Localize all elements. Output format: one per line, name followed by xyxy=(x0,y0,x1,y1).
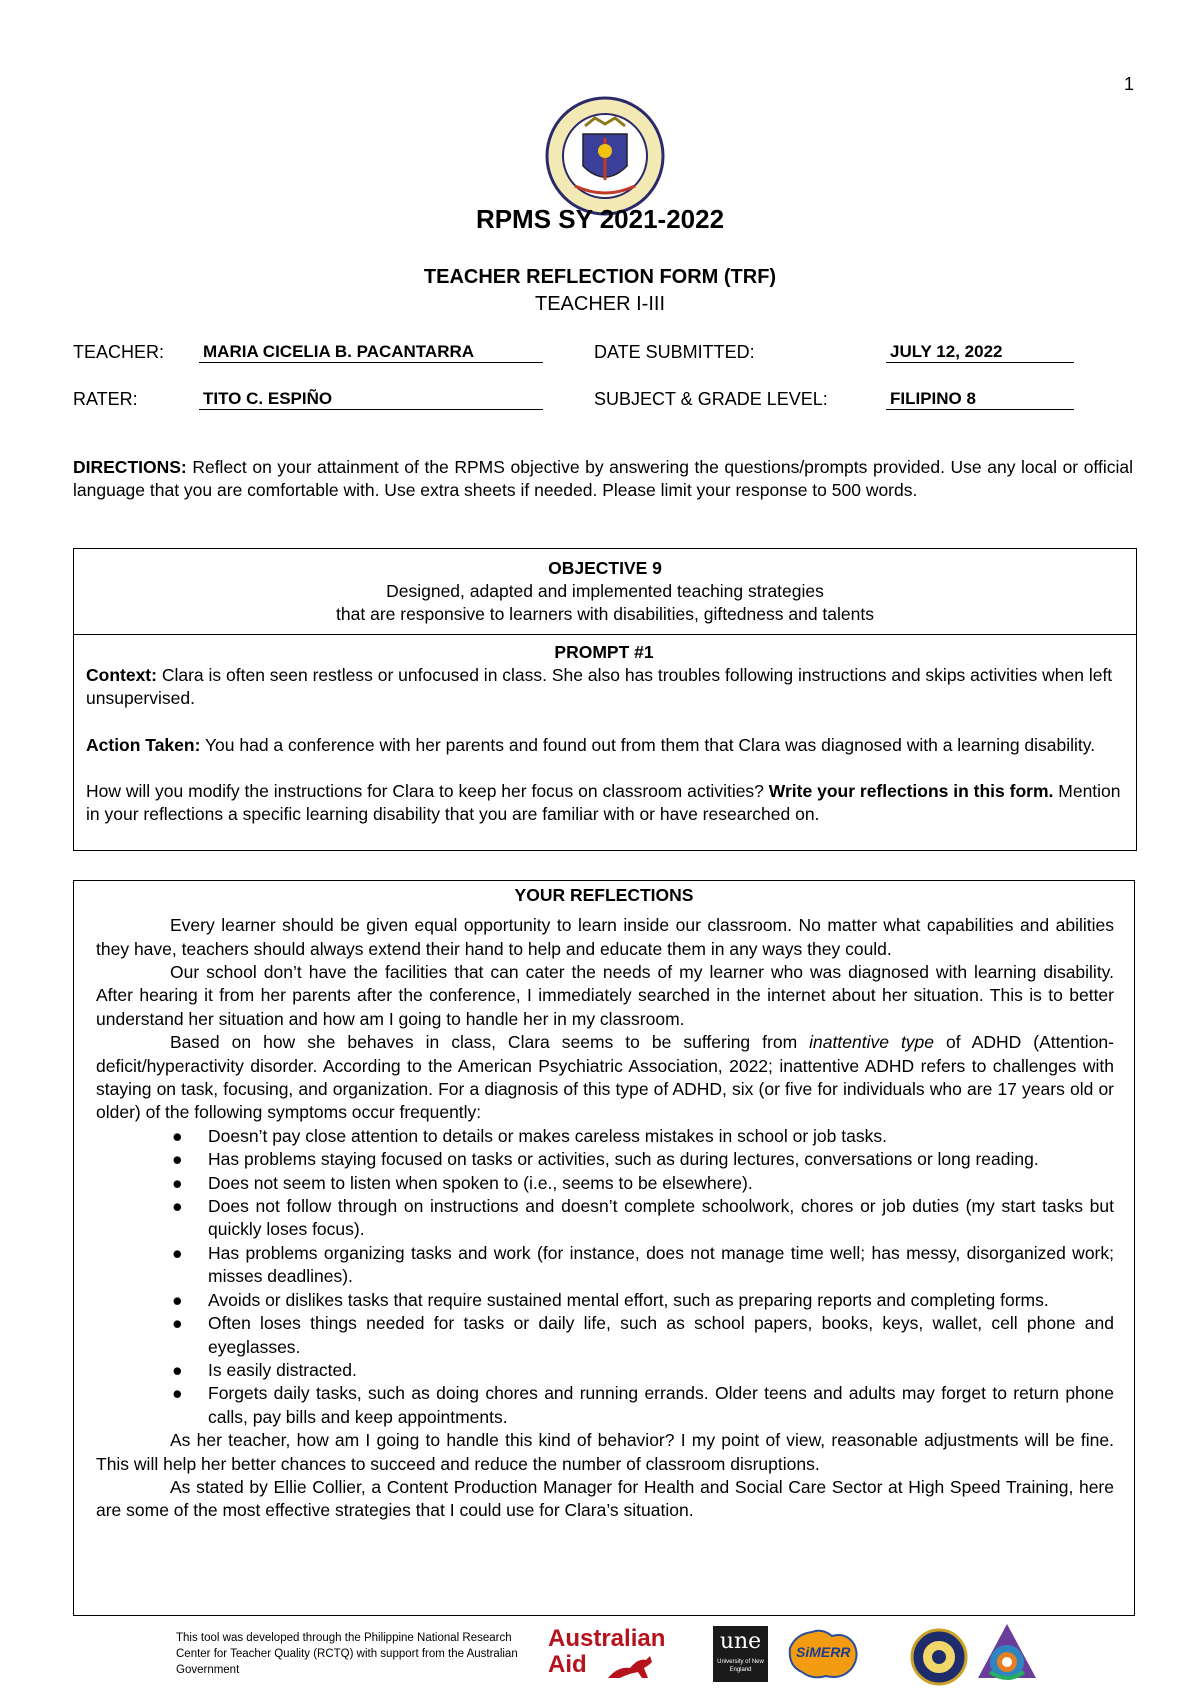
simerr-logo xyxy=(782,1626,862,1684)
teacher-label: TEACHER: xyxy=(73,342,165,362)
list-item xyxy=(172,1195,1114,1242)
prompt-action xyxy=(86,734,1122,757)
reflection-paragraph-5: As stated by Ellie Collier, a Content Production Manager for Health and Social Care Sector at High Speed Training, here are some of the most effective strategies that I could use for Clara’s situation. xyxy=(96,1476,1114,1521)
list-item xyxy=(172,1312,1114,1359)
footer-note: This tool was developed through the Philippine National Research Center for Teacher Quality (RCTQ) with support from the Australian Government xyxy=(176,1632,518,1676)
aus-aid-line-1: Australian xyxy=(548,1625,666,1652)
list-item-text: Avoids or dislikes tasks that require sustained mental effort, such as preparing reports and completing forms. xyxy=(208,1289,1049,1310)
list-item-text: Is easily distracted. xyxy=(208,1359,357,1380)
une-text: une xyxy=(719,1629,762,1654)
teacher-value: MARIA CICELIA B. PACANTARRA xyxy=(199,342,543,363)
aus-aid-line-2: Aid xyxy=(548,1651,587,1678)
rater-label: RATER: xyxy=(73,389,138,409)
list-item xyxy=(172,1382,1114,1429)
bullet-icon: ● xyxy=(172,1313,183,1334)
list-item xyxy=(172,1359,1114,1382)
list-item xyxy=(172,1289,1114,1312)
objective-heading: OBJECTIVE 9 xyxy=(548,558,662,578)
form-name: TEACHER REFLECTION FORM (TRF) xyxy=(423,266,777,288)
p3-emphasis: inattentive type xyxy=(809,1032,935,1053)
australian-aid-logo xyxy=(548,1626,668,1678)
subject-grade-label: SUBJECT & GRADE LEVEL: xyxy=(594,389,828,409)
directions-text: Reflect on your attainment of the RPMS objective by answering the questions/prompts provided. Use any local or official language that you are comfortable with. Use extra sheets if needed. Please limit your response to 500 words. xyxy=(73,457,1133,500)
action-label: Action Taken: xyxy=(86,734,201,755)
list-item-text: Has problems organizing tasks and work (for instance, does not manage time well; has messy, disorganized work; misses deadlines). xyxy=(208,1242,1114,1287)
action-text: You had a conference with her parents and found out from them that Clara was diagnosed with a learning disability. xyxy=(200,734,1096,755)
question-tail: Mention in your reflections a specific learning disability that you are familiar with or have researched on. xyxy=(86,780,1121,825)
objective-box xyxy=(73,548,1137,635)
symptom-list xyxy=(96,1125,1114,1429)
context-text: Clara is often seen restless or unfocused in class. She also has troubles following instructions and skips activities when left unsupervised. xyxy=(86,665,1113,709)
reflection-paragraph-3 xyxy=(96,1031,1114,1125)
date-submitted-label: DATE SUBMITTED: xyxy=(594,342,755,362)
reflection-paragraph-4: As her teacher, how am I going to handle this kind of behavior? I my point of view, reasonable adjustments will be fine. This will help her better chances to succeed and reduce the number of classroom disruptions. xyxy=(96,1430,1114,1474)
reflections-box xyxy=(73,880,1135,1616)
question-bold: Write your reflections in this form. xyxy=(768,780,1054,801)
kangaroo-icon xyxy=(604,1652,660,1682)
document-title: RPMS SY 2021-2022 xyxy=(475,204,725,234)
bullet-icon: ● xyxy=(172,1125,183,1146)
question-text: How will you modify the instructions for Clara to keep her focus on classroom activities? xyxy=(86,780,769,801)
list-item-text: Does not seem to listen when spoken to (i.e., seems to be elsewhere). xyxy=(208,1172,753,1193)
directions-label: DIRECTIONS: xyxy=(73,457,187,477)
teacher-level: TEACHER I-III xyxy=(534,293,665,315)
reflections-body xyxy=(74,914,1134,1523)
prompt-context xyxy=(86,664,1122,710)
une-logo xyxy=(713,1626,768,1682)
une-subtext: University of New England xyxy=(717,1659,764,1673)
rater-value: TITO C. ESPIÑO xyxy=(199,389,543,410)
list-item-text: Has problems staying focused on tasks or activities, such as during lectures, conversations or long reading. xyxy=(208,1149,1039,1170)
bullet-icon: ● xyxy=(172,1383,183,1404)
list-item xyxy=(172,1242,1114,1289)
p3-end: of ADHD (Attention-deficit/hyperactivity disorder. According to the American Psychiatric Association, 2022; inattentive ADHD refers to challenges with staying on task, focusing, and organization. For a diagnosis of this type of ADHD, six (or five for individuals who are 17 years old or older) of the following symptoms occur frequently: xyxy=(96,1032,1114,1123)
reflections-heading: YOUR REFLECTIONS xyxy=(514,885,694,905)
p3-start: Based on how she behaves in class, Clara seems to be suffering from xyxy=(170,1032,810,1053)
list-item-text: Often loses things needed for tasks or daily life, such as school papers, books, keys, wallet, cell phone and eyeglasses. xyxy=(208,1313,1114,1357)
deped-seal-icon xyxy=(545,96,665,216)
objective-line-2: that are responsive to learners with disabilities, giftedness and talents xyxy=(336,604,874,625)
date-submitted-value: JULY 12, 2022 xyxy=(886,342,1074,363)
simerr-text: SiMERR xyxy=(796,1644,851,1660)
list-item-text: Does not follow through on instructions and doesn’t complete schoolwork, chores or job duties (my start tasks but quickly loses focus). xyxy=(208,1196,1114,1240)
list-item-text: Doesn’t pay close attention to details or makes careless mistakes in school or job tasks. xyxy=(208,1125,887,1146)
bullet-icon: ● xyxy=(172,1289,183,1310)
objective-line-1: Designed, adapted and implemented teaching strategies xyxy=(386,581,824,602)
bullet-icon: ● xyxy=(172,1359,183,1380)
directions xyxy=(73,456,1133,502)
list-item-text: Forgets daily tasks, such as doing chores and running errands. Older teens and adults may forget to return phone calls, pay bills and keep appointments. xyxy=(208,1383,1114,1427)
pnu-logo-icon xyxy=(976,1622,1038,1686)
reflection-paragraph-1: Every learner should be given equal opportunity to learn inside our classroom. No matter what capabilities and abilities they have, teachers should always extend their hand to help and educate them in any ways they could. xyxy=(96,915,1114,959)
bullet-icon: ● xyxy=(172,1196,183,1217)
rctq-seal-icon xyxy=(910,1628,968,1686)
prompt-heading: PROMPT #1 xyxy=(554,642,654,662)
bullet-icon: ● xyxy=(172,1149,183,1170)
subject-grade-value: FILIPINO 8 xyxy=(886,389,1074,410)
context-label: Context: xyxy=(86,665,157,686)
bullet-icon: ● xyxy=(172,1242,183,1263)
prompt-question xyxy=(86,780,1122,826)
list-item xyxy=(172,1172,1114,1195)
list-item xyxy=(172,1148,1114,1171)
bullet-icon: ● xyxy=(172,1172,183,1193)
reflection-paragraph-2: Our school don’t have the facilities that can cater the needs of my learner who was diagnosed with learning disability. After hearing it from her parents after the conference, I immediately searched in the internet about her situation. This is to better understand her situation and how am I going to handle her in my classroom. xyxy=(96,962,1114,1029)
list-item xyxy=(172,1125,1114,1148)
page-number: 1 xyxy=(1123,74,1134,94)
prompt-box xyxy=(73,634,1137,851)
